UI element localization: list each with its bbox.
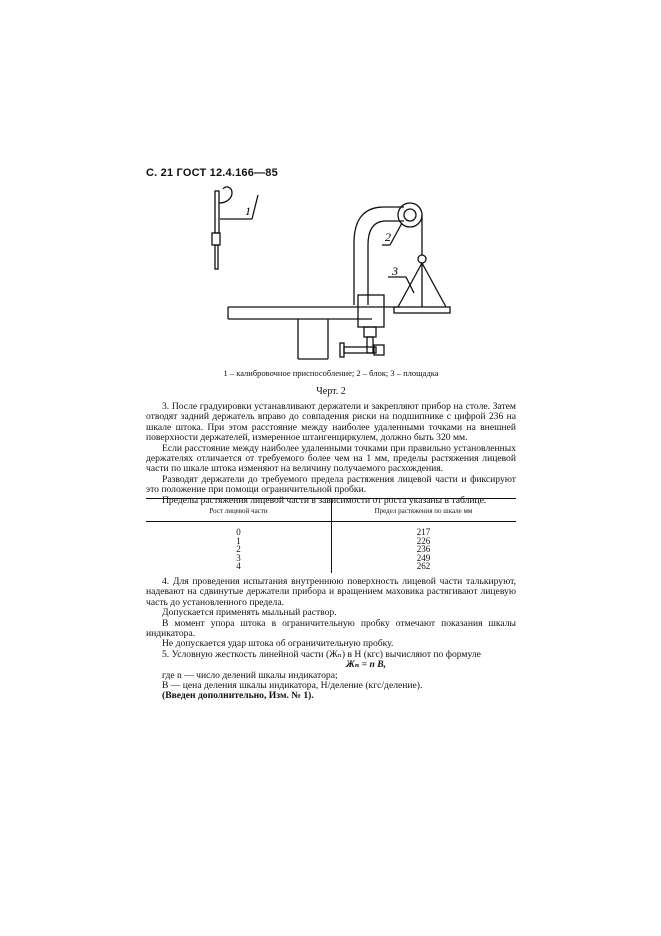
table-column-growth — [146, 528, 331, 571]
page-header: С. 21 ГОСТ 12.4.166—85 — [146, 167, 278, 179]
table-cell: 2 — [236, 544, 241, 555]
table-cell: 217 — [416, 527, 431, 537]
pulley-block — [382, 203, 422, 255]
formula: Жₙ = n B, — [346, 659, 386, 671]
amendment-note: (Введен дополнительно, Изм. № 1). — [162, 690, 314, 702]
table-cell: 4 — [236, 561, 241, 572]
apparatus-drawing — [200, 183, 510, 373]
paragraph: Допускается применять мыльный раствор. — [162, 607, 337, 619]
stand-column — [340, 207, 404, 357]
paragraph: 3. После градуировки устанавливают держатели и закрепляют прибор на столе. Затем отводят задний держатель вправо до совпадения риски на подшипнике с цифрой 236 на шкале штока. При этом расстояние между наиболее удаленными точками на внешней поверхности держателей, измеренное штангенциркулем, должно быть 320 мм. — [146, 401, 516, 444]
table-cell: 1 — [236, 535, 241, 546]
table-cell: 226 — [416, 535, 431, 546]
paragraph: 4. Для проведения испытания внутреннюю поверхность лицевой части талькируют, надевают на сдвинутые держатели прибора и вращением маховика растягивают лицевую часть до установленного предела. — [146, 576, 516, 608]
section-4-5-text — [146, 577, 516, 702]
table-cell: 262 — [416, 561, 431, 572]
paragraph: B — цена деления шкалы индикатора, Н/деление (кгс/деление). — [162, 680, 423, 692]
table-header-growth: Рост лицевой части — [209, 507, 268, 515]
paragraph: В момент упора штока в ограничительную пробку отмечают показания шкалы индикатора. — [146, 617, 516, 640]
figure-caption: 1 – калибровочное приспособление; 2 – блок; 3 – площадка — [223, 368, 439, 378]
section-3-text — [146, 402, 516, 506]
table-cell: 249 — [416, 552, 431, 563]
paragraph: 5. Условную жесткость линейной части (Жₙ) в Н (кгс) вычисляют по формуле — [162, 648, 481, 660]
paragraph: Не допускается удар штока об ограничительную пробку. — [162, 638, 394, 650]
table-column-limit — [331, 528, 516, 571]
paragraph: где n — число делений шкалы индикатора; — [162, 669, 338, 681]
paragraph: Если расстояние между наиболее удаленными точками при правильно установленных держателях отличается от требуемого более чем на 1 мм, пределы растяжения лицевой части по шкале штока изменяют на величину получаемого расхождения. — [146, 442, 516, 475]
figure-label-2: 2 — [385, 230, 391, 244]
table-cell: 3 — [236, 552, 241, 563]
figure-number: Черт. 2 — [316, 386, 346, 397]
table-cell: 236 — [416, 544, 431, 555]
table-header-limit: Предел растяжения по шкале мм — [374, 507, 473, 515]
figure-label-1: 1 — [245, 204, 251, 218]
paragraph: Разводят держатели до требуемого предела растяжения лицевой части и фиксируют это положение при помощи ограничительной пробки. — [146, 473, 516, 496]
paragraph: Пределы растяжения лицевой части в зависимости от роста указаны в таблице. — [162, 494, 487, 506]
figure-label-3: 3 — [392, 264, 398, 278]
table-cell: 0 — [236, 527, 241, 537]
calibration-fixture — [212, 187, 258, 269]
